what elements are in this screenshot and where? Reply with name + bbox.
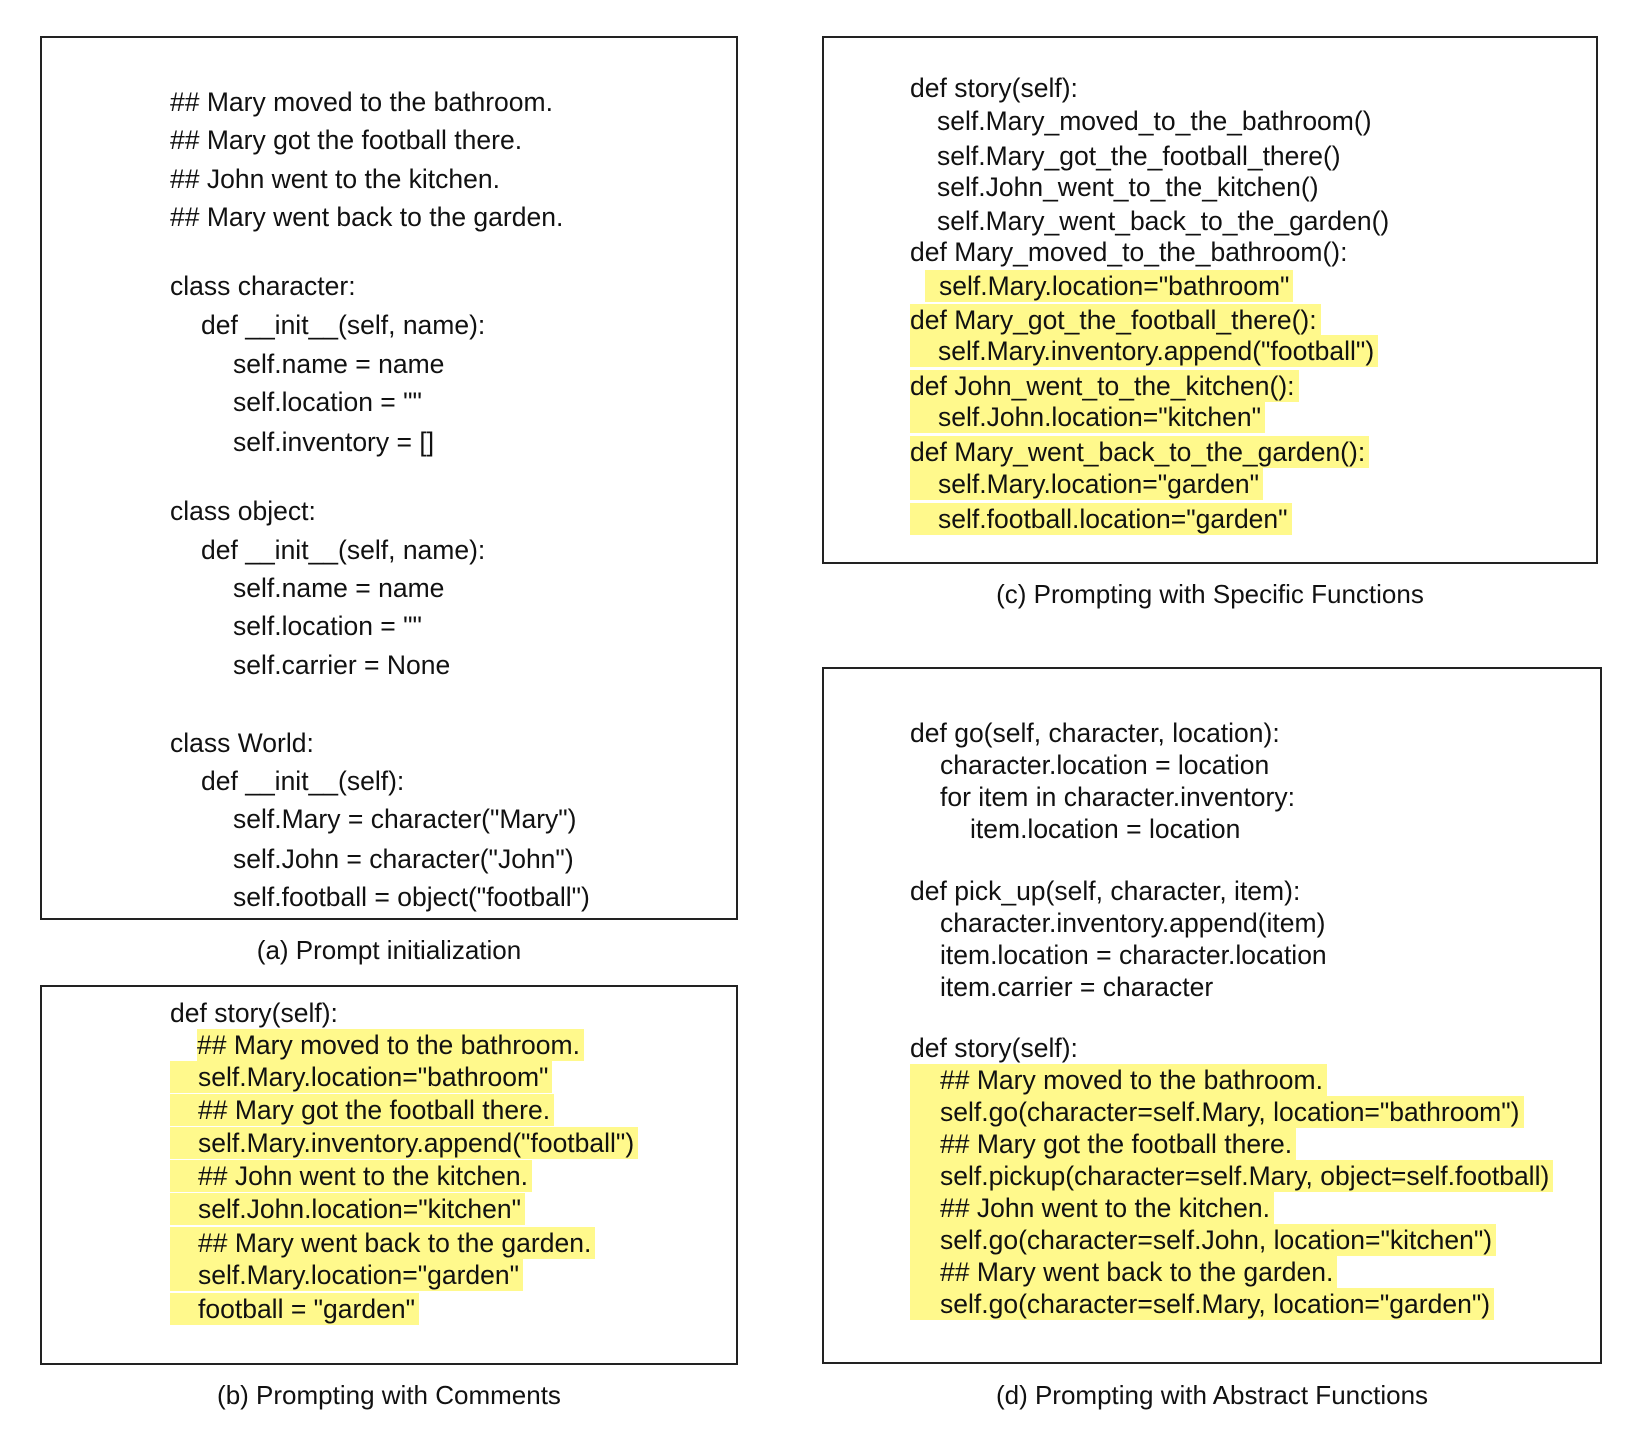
code-line: self.John_went_to_the_kitchen() [937,172,1319,202]
code-line: character.location = location [940,750,1270,780]
code-line: self.Mary.location="garden" [170,1259,523,1291]
code-line: class character: [170,271,356,301]
code-line: item.location = location [970,814,1241,844]
code-line: def story(self): [910,73,1078,103]
code-line: def __init__(self, name): [201,535,486,565]
code-line: def John_went_to_the_kitchen(): [910,370,1299,402]
code-line: character.inventory.append(item) [940,908,1326,938]
code-line: self.Mary_moved_to_the_bathroom() [937,106,1372,136]
code-line: ## Mary went back to the garden. [170,1227,595,1259]
code-line: self.Mary.location="bathroom" [925,270,1293,302]
code-line: def pick_up(self, character, item): [910,876,1301,906]
code-line: def story(self): [910,1033,1078,1063]
code-line: ## John went to the kitchen. [170,1160,532,1192]
code-line: ## Mary moved to the bathroom. [170,87,553,117]
code-line: self.go(character=self.John, location="kitchen") [910,1224,1496,1256]
code-line: self.Mary_got_the_football_there() [937,141,1341,171]
code-line: self.go(character=self.Mary, location="garden") [910,1288,1494,1320]
code-line: def Mary_moved_to_the_bathroom(): [910,237,1348,267]
code-line: self.inventory = [] [233,427,435,457]
code-line: self.Mary = character("Mary") [233,804,577,834]
code-line: ## Mary got the football there. [910,1128,1296,1160]
code-line: class World: [170,728,314,758]
code-line: self.Mary.location="bathroom" [170,1061,552,1093]
code-line: self.pickup(character=self.Mary, object=self.football) [910,1160,1553,1192]
code-line: def story(self): [170,998,338,1028]
caption-a: (a) Prompt initialization [256,935,522,965]
code-line: self.go(character=self.Mary, location="bathroom") [910,1096,1524,1128]
code-line: self.name = name [233,573,445,603]
code-line: def Mary_got_the_football_there(): [910,304,1321,336]
code-line: item.carrier = character [940,972,1214,1002]
code-line: ## Mary moved to the bathroom. [197,1029,584,1061]
code-line: def __init__(self): [201,766,405,796]
code-line: self.location = "" [233,387,422,417]
caption-c: (c) Prompting with Specific Functions [996,579,1424,609]
code-line: self.John.location="kitchen" [910,401,1265,433]
panel-prompt-initialization [40,36,738,920]
code-line: self.Mary.inventory.append("football") [910,335,1378,367]
caption-d: (d) Prompting with Abstract Functions [995,1380,1429,1410]
code-line: self.Mary.inventory.append("football") [170,1127,638,1159]
code-line: self.football = object("football") [233,882,590,912]
code-line: item.location = character.location [940,940,1327,970]
code-line: ## Mary went back to the garden. [910,1256,1337,1288]
code-line: for item in character.inventory: [940,782,1295,812]
code-line: ## Mary moved to the bathroom. [910,1064,1327,1096]
code-line: class object: [170,496,316,526]
code-line: self.name = name [233,349,445,379]
code-line: def go(self, character, location): [910,718,1280,748]
code-line: self.John.location="kitchen" [170,1193,525,1225]
code-line: ## Mary went back to the garden. [170,202,564,232]
panel-prompting-with-abstract-functions [822,667,1602,1364]
code-line: self.John = character("John") [233,844,574,874]
code-line: ## Mary got the football there. [170,1094,554,1126]
code-line: ## John went to the kitchen. [910,1192,1274,1224]
code-line: self.location = "" [233,611,422,641]
panel-prompting-with-specific-functions [822,36,1598,564]
code-line: def __init__(self, name): [201,310,486,340]
code-line: self.Mary_went_back_to_the_garden() [937,206,1390,236]
caption-b: (b) Prompting with Comments [217,1380,561,1410]
code-line: ## Mary got the football there. [170,125,523,155]
code-line: self.football.location="garden" [910,503,1292,535]
code-line: def Mary_went_back_to_the_garden(): [910,436,1369,468]
code-line: ## John went to the kitchen. [170,164,500,194]
code-line: self.Mary.location="garden" [910,468,1263,500]
panel-prompting-with-comments [40,985,738,1365]
code-line: football = "garden" [170,1293,419,1325]
code-line: self.carrier = None [233,650,451,680]
